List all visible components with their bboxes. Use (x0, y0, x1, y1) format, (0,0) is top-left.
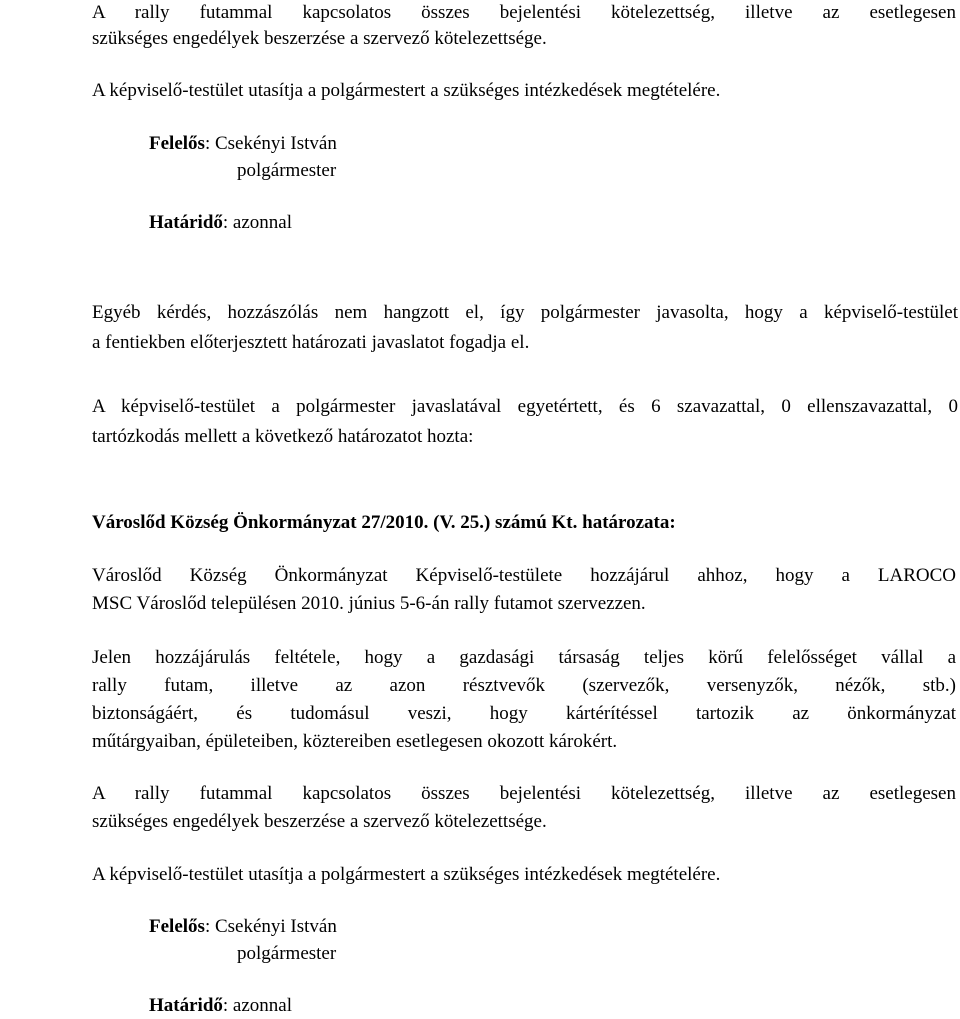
top-deadline-label: Határidő (149, 212, 223, 233)
resolution-paragraph-4: A képviselő-testület utasítja a polgármestert a szükséges intézkedések megtételére. (92, 864, 721, 885)
resolution-responsible-role: polgármester (237, 943, 337, 964)
resolution-paragraph-3-line-2: szükséges engedélyek beszerzése a szervező kötelezettsége. (92, 811, 547, 832)
top-paragraph-1-line-2: szükséges engedélyek beszerzése a szervező kötelezettsége. (92, 28, 547, 49)
resolution-paragraph-2-line-4: műtárgyaiban, épületeiben, köztereiben esetlegesen okozott károkért. (92, 731, 618, 752)
discussion-line-1: Egyéb kérdés, hozzászólás nem hangzott el, így polgármester javasolta, hogy a képviselő-testület (92, 302, 958, 323)
top-responsible-name: : Csekényi István (204, 133, 337, 154)
vote-line-1: A képviselő-testület a polgármester javaslatával egyetértett, és 6 szavazattal, 0 ellenszavazattal, 0 (92, 396, 958, 417)
resolution-paragraph-1-line-1: Városlőd Község Önkormányzat Képviselő-testülete hozzájárul ahhoz, hogy a LAROCO (92, 565, 956, 586)
top-paragraph-2: A képviselő-testület utasítja a polgármestert a szükséges intézkedések megtételére. (92, 80, 721, 101)
vote-line-2: tartózkodás mellett a következő határozatot hozta: (92, 426, 474, 447)
resolution-paragraph-2-line-2: rally futam, illetve az azon résztvevők (szervezők, versenyzők, nézők, stb.) (92, 675, 956, 696)
resolution-responsible-label: Felelős (149, 916, 205, 937)
resolution-paragraph-2-line-1: Jelen hozzájárulás feltétele, hogy a gazdasági társaság teljes körű felelősséget vállal a (92, 647, 956, 668)
resolution-deadline-value: : azonnal (222, 995, 292, 1016)
resolution-responsible-line (149, 914, 337, 940)
resolution-deadline-line (149, 993, 292, 1019)
resolution-paragraph-3-line-1: A rally futammal kapcsolatos összes bejelentési kötelezettség, illetve az esetlegesen (92, 783, 956, 804)
top-deadline-value: : azonnal (222, 212, 292, 233)
resolution-title: Városlőd Község Önkormányzat 27/2010. (V. 25.) számú Kt. határozata: (92, 512, 676, 533)
top-responsible-line (149, 131, 337, 157)
top-paragraph-1-line-1: A rally futammal kapcsolatos összes bejelentési kötelezettség, illetve az esetlegesen (92, 2, 956, 23)
resolution-paragraph-2-line-3: biztonságáért, és tudomásul veszi, hogy kártérítéssel tartozik az önkormányzat (92, 703, 956, 724)
discussion-line-2: a fentiekben előterjesztett határozati javaslatot fogadja el. (92, 332, 530, 353)
resolution-responsible-name: : Csekényi István (204, 916, 337, 937)
resolution-paragraph-1-line-2: MSC Városlőd településen 2010. június 5-6-án rally futamot szervezzen. (92, 593, 646, 614)
top-deadline-line (149, 210, 292, 236)
top-responsible-label: Felelős (149, 133, 205, 154)
top-responsible-role: polgármester (237, 160, 337, 181)
resolution-deadline-label: Határidő (149, 995, 223, 1016)
